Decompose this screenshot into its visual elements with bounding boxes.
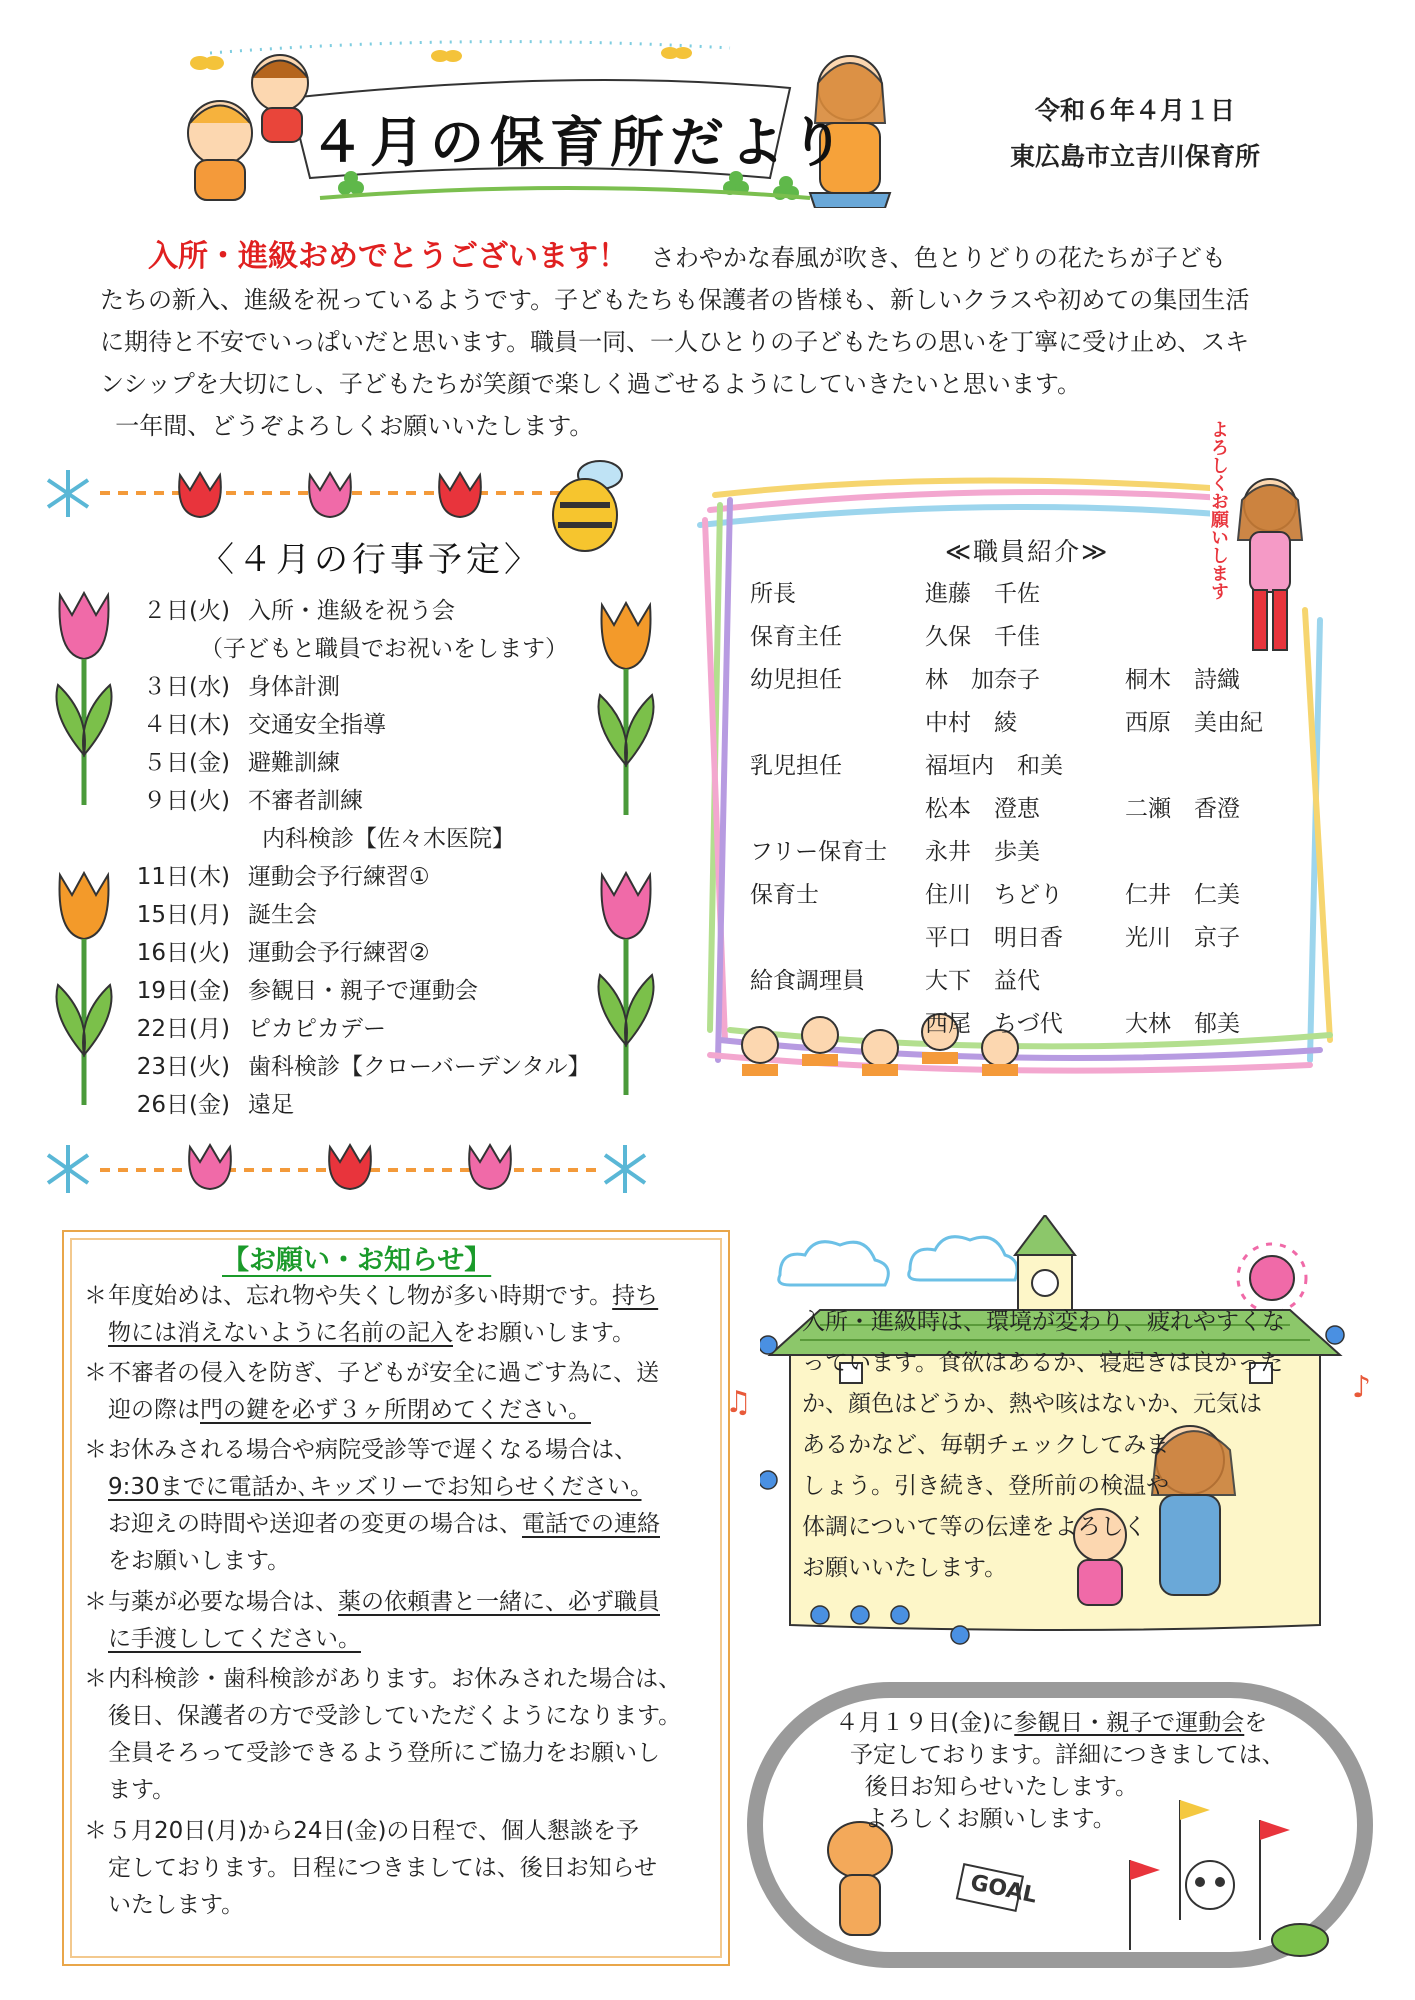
events-title: 〈４月の行事予定〉: [200, 540, 542, 580]
staff-role: 給食調理員: [750, 968, 865, 994]
intro-line: さわやかな春風が吹き、色とりどりの花たちが子ども: [650, 244, 1226, 272]
health-notice: 入所・進級時は、環境が変わり、疲れやすくな っています。食欲はあるか、寝起きは良かった か、顔色はどうか、熱や咳はないか、元気は あるかなど、毎朝チェックしてみま しょう。引き続き、登所前の検温や 体調について等の伝達をよろしく お願いいたします。: [802, 1309, 1285, 1581]
intro-headline: 入所・進級おめでとうございます！: [148, 239, 628, 274]
notice-item: ＊お休みされる場合や病院受診等で遅くなる場合は、 9:30までに電話か､キッズリーでお知らせください｡ お迎えの時間や送迎者の変更の場合は、電話での連絡 をお願いします。: [84, 1437, 660, 1574]
sports-day-notice: ４月１９日(金)に参観日・親子で運動会を 予定しております。詳細につきましては、 後日お知らせいたします。 よろしくお願いします。: [835, 1710, 1285, 1832]
staff-name: 久保 千佳: [925, 624, 1040, 650]
music-note-icon: ♪: [1352, 1370, 1372, 1405]
event-item: ２日(火) 入所・進級を祝う会: [143, 598, 455, 624]
staff-name: 松本 澄恵: [925, 796, 1040, 822]
staff-name: 平口 明日香: [925, 925, 1063, 951]
staff-role: フリー保育士: [750, 839, 888, 865]
notice-item: ＊年度始めは、忘れ物や失くし物が多い時期です。持ち 物には消えないように名前の記入をお願いします。: [84, 1283, 659, 1346]
staff-name: 光川 京子: [1125, 925, 1240, 951]
turtle-icon: [1272, 1924, 1328, 1956]
panda-icon: [1186, 1861, 1234, 1909]
event-item: 26日(金) 遠足: [136, 1092, 294, 1118]
clock-icon: [1032, 1270, 1058, 1296]
event-item: 23日(火) 歯科検診【クローバーデンタル】: [136, 1054, 591, 1080]
notice-title: 【お願い・お知らせ】: [222, 1245, 492, 1276]
date-block: [985, 88, 1285, 180]
staff-name: 福垣内 和美: [925, 753, 1063, 779]
bee-icon: [553, 461, 622, 551]
staff-name: 大林 郁美: [1125, 1011, 1240, 1037]
staff-title: ≪職員紹介≫: [945, 537, 1110, 566]
event-item: 16日(火) 運動会予行練習②: [136, 940, 430, 966]
event-item: 22日(月) ピカピカデー: [136, 1016, 386, 1042]
event-item: 11日(木) 運動会予行練習①: [136, 864, 430, 890]
staff-name: 二瀬 香澄: [1125, 796, 1240, 822]
side-banner: よろしくお願いします: [1208, 420, 1229, 600]
event-item: ４日(木) 交通安全指導: [143, 712, 386, 738]
staff-name: 仁井 仁美: [1125, 882, 1240, 908]
staff-name: 進藤 千佐: [925, 581, 1040, 607]
event-item: 15日(月) 誕生会: [136, 902, 317, 928]
issue-date: 令和６年４月１日: [1034, 96, 1235, 125]
staff-name: 永井 歩美: [925, 839, 1040, 865]
staff-role: 乳児担任: [750, 753, 842, 779]
notice-item: ＊５月20日(月)から24日(金)の日程で、個人懇談を予 定しております。日程につきましては、後日お知らせ いたします。: [84, 1818, 658, 1918]
staff-name: 林 加奈子: [925, 667, 1040, 693]
page-title: ４月の保育所だより: [310, 111, 850, 174]
staff-name: 西尾 ちづ代: [925, 1011, 1063, 1037]
staff-name: 西原 美由紀: [1125, 710, 1263, 736]
staff-name: 中村 綾: [925, 710, 1017, 736]
nursery-name: 東広島市立吉川保育所: [1009, 142, 1260, 171]
intro-paragraph: [100, 236, 1330, 447]
music-note-icon: ♫: [725, 1385, 752, 1420]
staff-role: 所長: [750, 581, 796, 607]
cloud-icon: [779, 1237, 1017, 1285]
intro-line: たちの新入、進級を祝っているようです。子どもたちも保護者の皆様も、新しいクラスや初めての集団生活: [100, 286, 1250, 314]
event-item: ９日(火) 不審者訓練: [143, 788, 363, 814]
staff-role: 保育主任: [750, 624, 842, 650]
staff-role: 保育士: [750, 882, 819, 908]
event-item: （子どもと職員でお祝いをします）: [200, 636, 568, 662]
notice-item: ＊与薬が必要な場合は、薬の依頼書と一緒に、必ず職員 に手渡ししてください。: [84, 1589, 660, 1652]
notice-item: ＊内科検診・歯科検診があります。お休みされた場合は、 後日、保護者の方で受診していただくようになります。 全員そろって受診できるよう登所にご協力をお願いし ます。: [84, 1666, 682, 1803]
event-item: ５日(金) 避難訓練: [143, 750, 340, 776]
intro-line: に期待と不安でいっぱいだと思います。職員一同、一人ひとりの子どもたちの思いを丁寧に受け止め、スキ: [100, 328, 1250, 356]
staff-role: 幼児担任: [750, 667, 842, 693]
event-item: 内科検診【佐々木医院】: [262, 826, 515, 852]
event-item: 19日(金) 参観日・親子で運動会: [136, 978, 478, 1004]
intro-line: ンシップを大切にし、子どもたちが笑顔で楽しく過ごせるようにしていきたいと思います。: [100, 370, 1081, 398]
goal-sign-label: GOAL: [968, 1870, 1040, 1909]
staff-name: 桐木 詩織: [1125, 667, 1240, 693]
butterfly-icon: [190, 56, 224, 70]
notice-item: ＊不審者の侵入を防ぎ、子どもが安全に過ごす為に、送 迎の際は門の鍵を必ず３ヶ所閉めてください。: [84, 1360, 660, 1423]
staff-name: 住川 ちどり: [925, 882, 1063, 908]
intro-line: 一年間、どうぞよろしくお願いいたします。: [115, 412, 594, 440]
staff-name: 大下 益代: [925, 968, 1040, 994]
child-left-icon: [188, 55, 308, 200]
event-item: ３日(水) 身体計測: [143, 674, 340, 700]
